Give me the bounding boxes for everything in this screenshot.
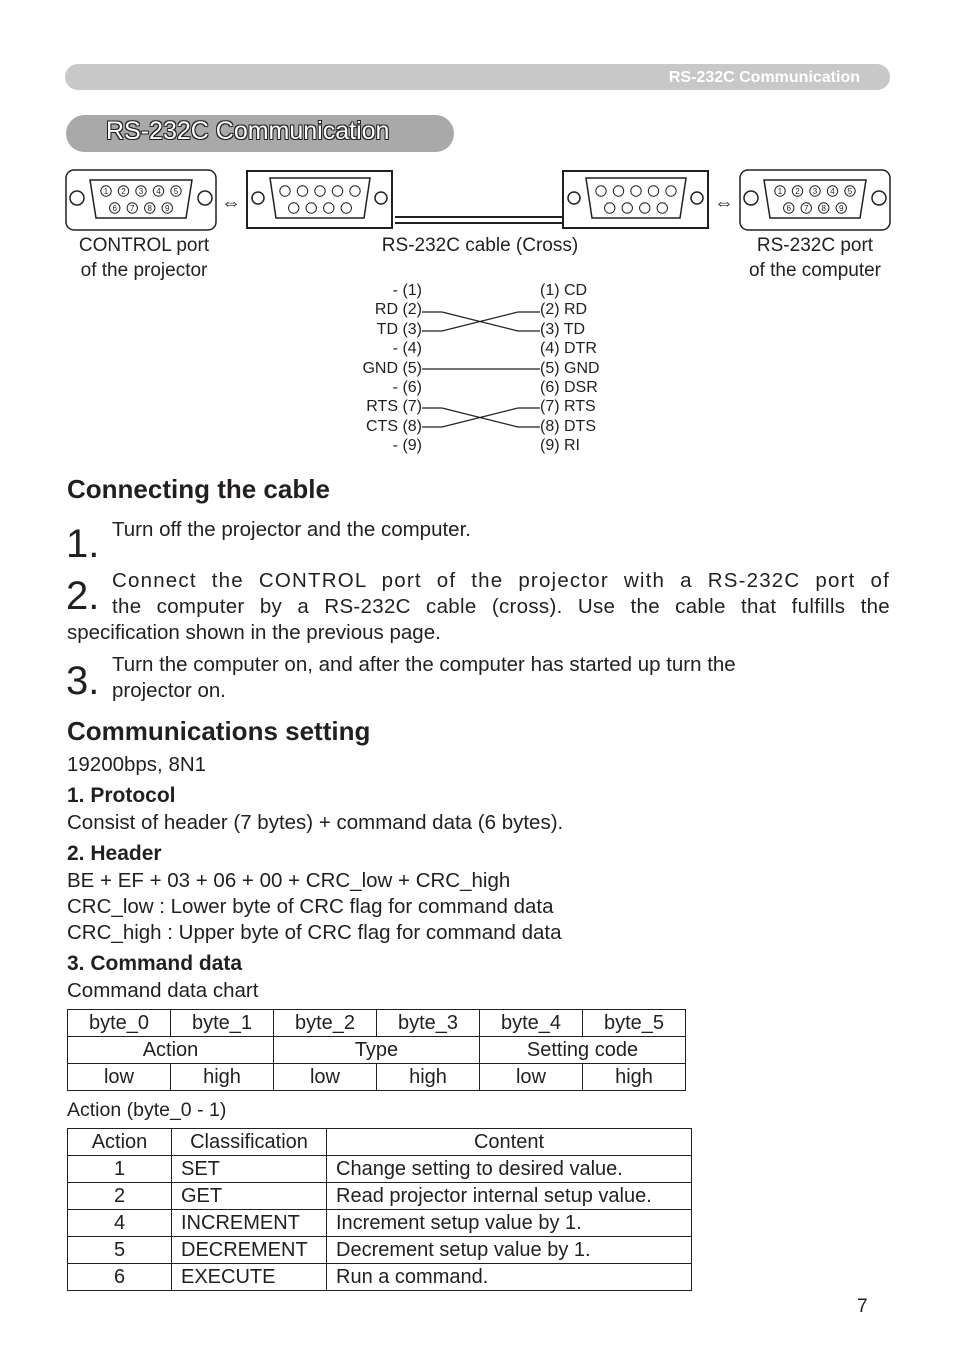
projector-port-label-line2: of the projector [80,260,208,281]
page-title-pill [66,115,454,152]
table-row [68,1264,692,1291]
table-cell: byte_5 [583,1010,686,1037]
table-cell: low [274,1064,377,1091]
action-table-label: Action (byte_0 - 1) [67,1099,227,1121]
table-cell: GET [172,1183,327,1210]
table-cell: high [583,1064,686,1091]
table-row [68,1010,686,1037]
table-cell: 6 [68,1264,172,1291]
computer-port-label [725,233,905,283]
port-pin [341,203,351,213]
table-cell: 2 [68,1183,172,1210]
command-heading: 3. Command data [67,952,243,975]
port-pin [605,203,615,213]
step-1-number: 1. [66,522,100,566]
table-cell: byte_3 [377,1010,480,1037]
table-cell: high [171,1064,274,1091]
action-table [67,1128,692,1291]
table-row [68,1037,686,1064]
table-cell: Classification [172,1129,327,1156]
port-pin [289,203,299,213]
port-pin-number: 9 [839,204,844,213]
table-cell: Content [327,1129,692,1156]
port-pin [306,203,316,213]
left-pin: TD (3) [376,320,422,338]
table-cell: DECREMENT [172,1237,327,1264]
port-pin-number: 5 [173,187,179,196]
table-cell: high [377,1064,480,1091]
left-pin: CTS (8) [366,417,422,435]
right-pin: (7) RTS [540,398,596,416]
port-pin-number: 5 [847,187,853,196]
table-row [68,1156,692,1183]
port-pin-number: 4 [830,187,835,196]
left-pin: - (1) [392,282,422,299]
table-cell: 5 [68,1237,172,1264]
port-pin [280,186,290,196]
port-pin-number: 2 [795,187,800,196]
table-cell: low [68,1064,171,1091]
port-pin [631,186,641,196]
step-2-line1: Connect the CONTROL port of the projector with a RS-232C port of [112,569,890,592]
port-pin [613,186,623,196]
left-pin: RTS (7) [366,398,422,416]
table-cell: Read projector internal setup value. [327,1183,692,1210]
baud-text: 19200bps, 8N1 [67,753,207,776]
step-2-line3: specification shown in the previous page. [67,621,441,644]
wiring-lines [418,281,544,456]
port-pin [657,203,667,213]
left-pin: - (9) [392,437,422,455]
port-pin-number: 1 [103,187,109,196]
table-cell: 4 [68,1210,172,1237]
header-line-2: CRC_low : Lower byte of CRC flag for command data [67,895,554,918]
projector-port-icon [66,170,216,230]
right-pin: (2) RD [540,301,588,319]
port-pin-number: 3 [812,187,818,196]
port-pin [596,186,606,196]
connector-diagram [0,160,954,240]
port-pin [666,186,676,196]
cable-left-connector-icon [247,171,392,228]
right-pin: (8) DTS [540,417,596,435]
left-pin-list [310,281,422,456]
table-cell: Change setting to desired value. [327,1156,692,1183]
port-pin [648,186,658,196]
command-chart-label: Command data chart [67,979,259,1002]
table-cell: byte_4 [480,1010,583,1037]
port-pin [350,186,360,196]
port-pin [297,186,307,196]
projector-port-label-line1: CONTROL port [78,235,210,256]
table-cell: Action [68,1129,172,1156]
header-bar [65,64,890,90]
header-line-1: BE + EF + 03 + 06 + 00 + CRC_low + CRC_high [67,869,511,892]
left-pin: RD (2) [374,301,422,319]
right-pin: (4) DTR [540,340,597,358]
comm-heading: Communications setting [67,716,371,746]
protocol-text: Consist of header (7 bytes) + command data (6 bytes). [67,811,564,834]
left-pin: - (4) [392,340,422,358]
port-pin-number: 4 [156,187,161,196]
table-cell: low [480,1064,583,1091]
table-row [68,1210,692,1237]
page-title: RS-232C Communication [106,117,390,145]
port-pin [640,203,650,213]
header-line-3: CRC_high : Upper byte of CRC flag for command data [67,921,562,944]
table-cell: 1 [68,1156,172,1183]
step-3-line2: projector on. [112,679,226,702]
right-pin: (1) CD [540,282,588,299]
right-pin: (3) TD [540,320,586,338]
table-row [68,1129,692,1156]
computer-port-icon [740,170,890,230]
right-pin: (9) RI [540,437,580,455]
table-row [68,1064,686,1091]
table-cell: Decrement setup value by 1. [327,1237,692,1264]
step-2-line2: the computer by a RS-232C cable (cross). Use the cable that fulfills the [112,595,890,618]
table-cell: byte_1 [171,1010,274,1037]
arrow-left-glyph: ⇔ [221,192,241,214]
protocol-heading: 1. Protocol [67,784,176,807]
port-pin-number: 8 [821,204,826,213]
step-1-text: Turn off the projector and the computer. [112,518,471,541]
step-3-number: 3. [66,659,100,703]
port-pin-number: 8 [147,204,152,213]
port-pin [315,186,325,196]
table-cell: Type [274,1037,480,1064]
port-pin [324,203,334,213]
computer-port-label-line1: RS-232C port [756,235,874,256]
right-pin-list [540,281,660,456]
table-cell: Run a command. [327,1264,692,1291]
port-pin-number: 1 [777,187,783,196]
cable-label: RS-232C cable (Cross) [381,235,579,256]
cable-right-connector-icon [563,171,708,228]
table-cell: Setting code [480,1037,686,1064]
projector-port-label [54,233,234,283]
port-pin-number: 2 [121,187,126,196]
port-pin-number: 3 [138,187,144,196]
port-pin-number: 6 [112,204,117,213]
table-cell: INCREMENT [172,1210,327,1237]
header-section-label: RS-232C Communication [668,69,860,86]
header-heading: 2. Header [67,842,162,865]
right-pin: (5) GND [540,359,600,377]
port-pin-number: 7 [804,204,809,213]
left-pin: - (6) [392,379,422,397]
right-pin: (6) DSR [540,379,598,397]
table-cell: EXECUTE [172,1264,327,1291]
table-cell: Increment setup value by 1. [327,1210,692,1237]
port-pin-number: 6 [786,204,791,213]
left-pin: GND (5) [362,359,422,377]
port-pin-number: 9 [165,204,170,213]
table-cell: byte_0 [68,1010,171,1037]
step-2-number: 2. [66,574,100,618]
table-cell: byte_2 [274,1010,377,1037]
table-cell: SET [172,1156,327,1183]
command-data-table [67,1009,686,1091]
port-pin-number: 7 [130,204,135,213]
table-row [68,1183,692,1210]
step-3-line1: Turn the computer on, and after the computer has started up turn the [112,653,736,676]
arrow-right-glyph: ⇔ [714,192,734,214]
port-pin [332,186,342,196]
table-row [68,1237,692,1264]
computer-port-label-line2: of the computer [748,260,882,281]
page-number: 7 [857,1296,868,1317]
connecting-heading: Connecting the cable [67,474,330,504]
table-cell: Action [68,1037,274,1064]
port-pin [622,203,632,213]
